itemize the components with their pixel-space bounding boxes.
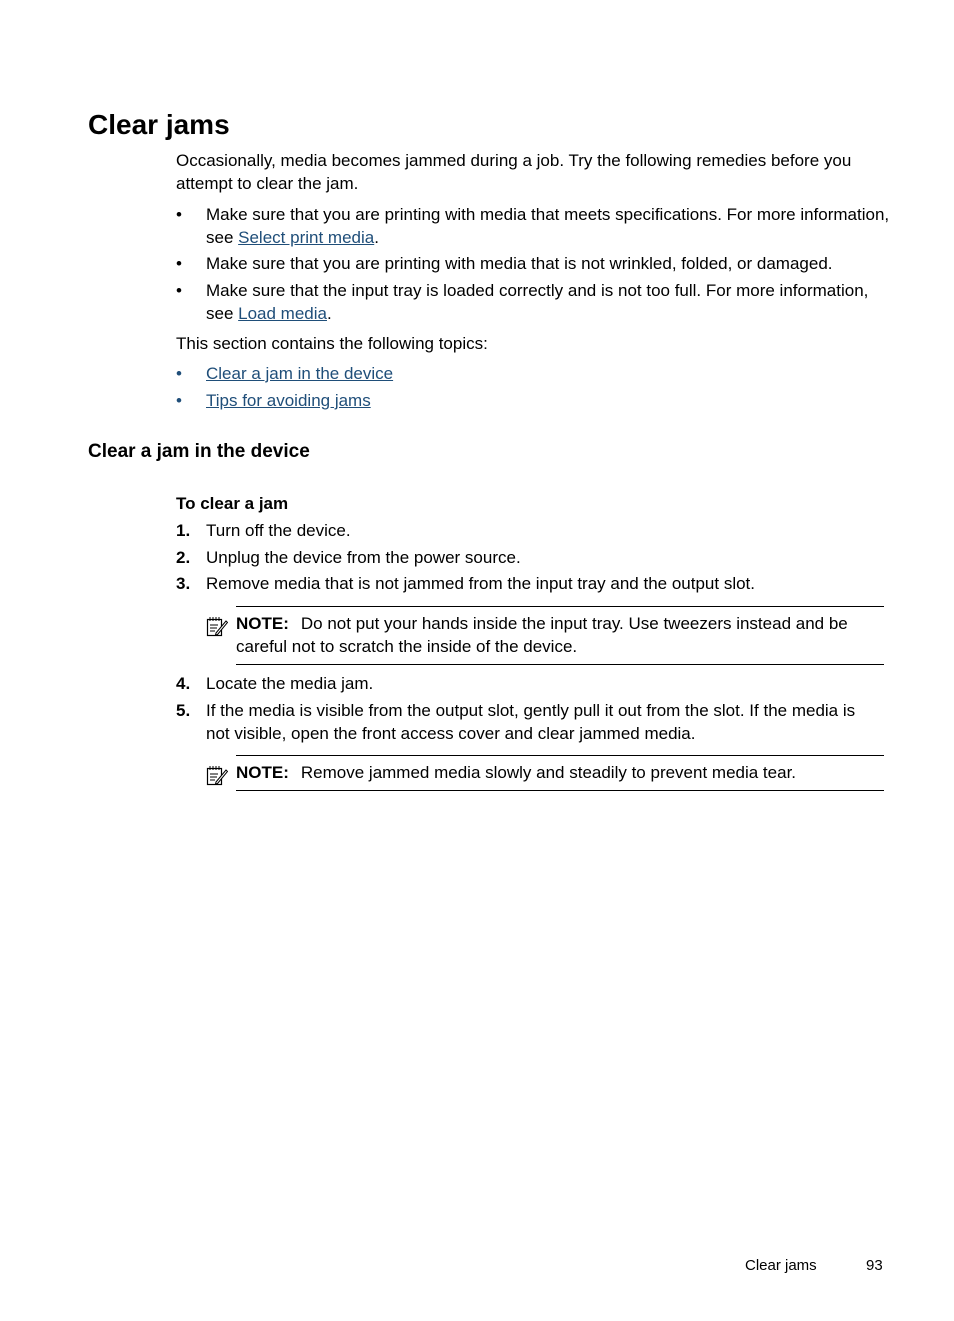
step-number: 1. (176, 521, 191, 540)
page-title: Clear jams (88, 109, 230, 140)
topic-link-clear-jam[interactable]: Clear a jam in the device (206, 364, 394, 383)
step-text: Remove media that is not jammed from the input tray and the output slot. (206, 574, 756, 593)
remedy-bullet: • (176, 254, 182, 273)
link-load-media[interactable]: Load media (238, 304, 327, 323)
note-content (236, 761, 884, 784)
step-text: Unplug the device from the power source. (206, 548, 521, 567)
note-label: NOTE: (236, 763, 289, 782)
step-number: 5. (176, 701, 191, 720)
step-text: Turn off the device. (206, 521, 351, 540)
remedy-item-3 (206, 279, 896, 325)
note-pencil-icon (206, 615, 228, 637)
remedy-text: . (326, 304, 332, 323)
step-number: 4. (176, 674, 191, 693)
remedy-text: . (374, 228, 379, 247)
topics-intro: This section contains the following topics: (176, 334, 488, 353)
topic-bullet: • (176, 364, 182, 383)
step-number: 2. (176, 548, 191, 567)
footer-page-number: 93 (866, 1257, 883, 1274)
link-select-print-media[interactable]: Select print media (238, 228, 375, 247)
procedure-title: To clear a jam (176, 494, 289, 513)
step-number: 3. (176, 574, 191, 593)
remedy-text: Make sure that the input tray is loaded correctly and is not too full. For more information, see (206, 281, 869, 323)
note-content (236, 612, 884, 658)
note-text: Do not put your hands inside the input tray. Use tweezers instead and be careful not to scratch the inside of the device. (236, 614, 848, 656)
remedy-item-2: Make sure that you are printing with media that is not wrinkled, folded, or damaged. (206, 254, 833, 273)
note-label: NOTE: (236, 614, 289, 633)
footer-section-name: Clear jams (745, 1257, 817, 1274)
topic-bullet: • (176, 391, 182, 410)
remedy-item-1 (206, 203, 896, 249)
remedy-bullet: • (176, 205, 182, 224)
remedy-bullet: • (176, 281, 182, 300)
note-pencil-icon (206, 764, 228, 786)
step-text: If the media is visible from the output slot, gently pull it out from the slot. If the media is not visible, open the front access cover and clear jammed media. (206, 701, 856, 743)
topic-link-tips[interactable]: Tips for avoiding jams (206, 391, 371, 410)
step-text: Locate the media jam. (206, 674, 374, 693)
section-heading: Clear a jam in the device (88, 441, 310, 462)
intro-paragraph: Occasionally, media becomes jammed during a job. Try the following remedies before you attempt to clear the jam. (176, 151, 852, 193)
remedy-text: Make sure that you are printing with media that meets specifications. For more information, see (206, 205, 890, 247)
note-text: Remove jammed media slowly and steadily to prevent media tear. (300, 763, 797, 782)
